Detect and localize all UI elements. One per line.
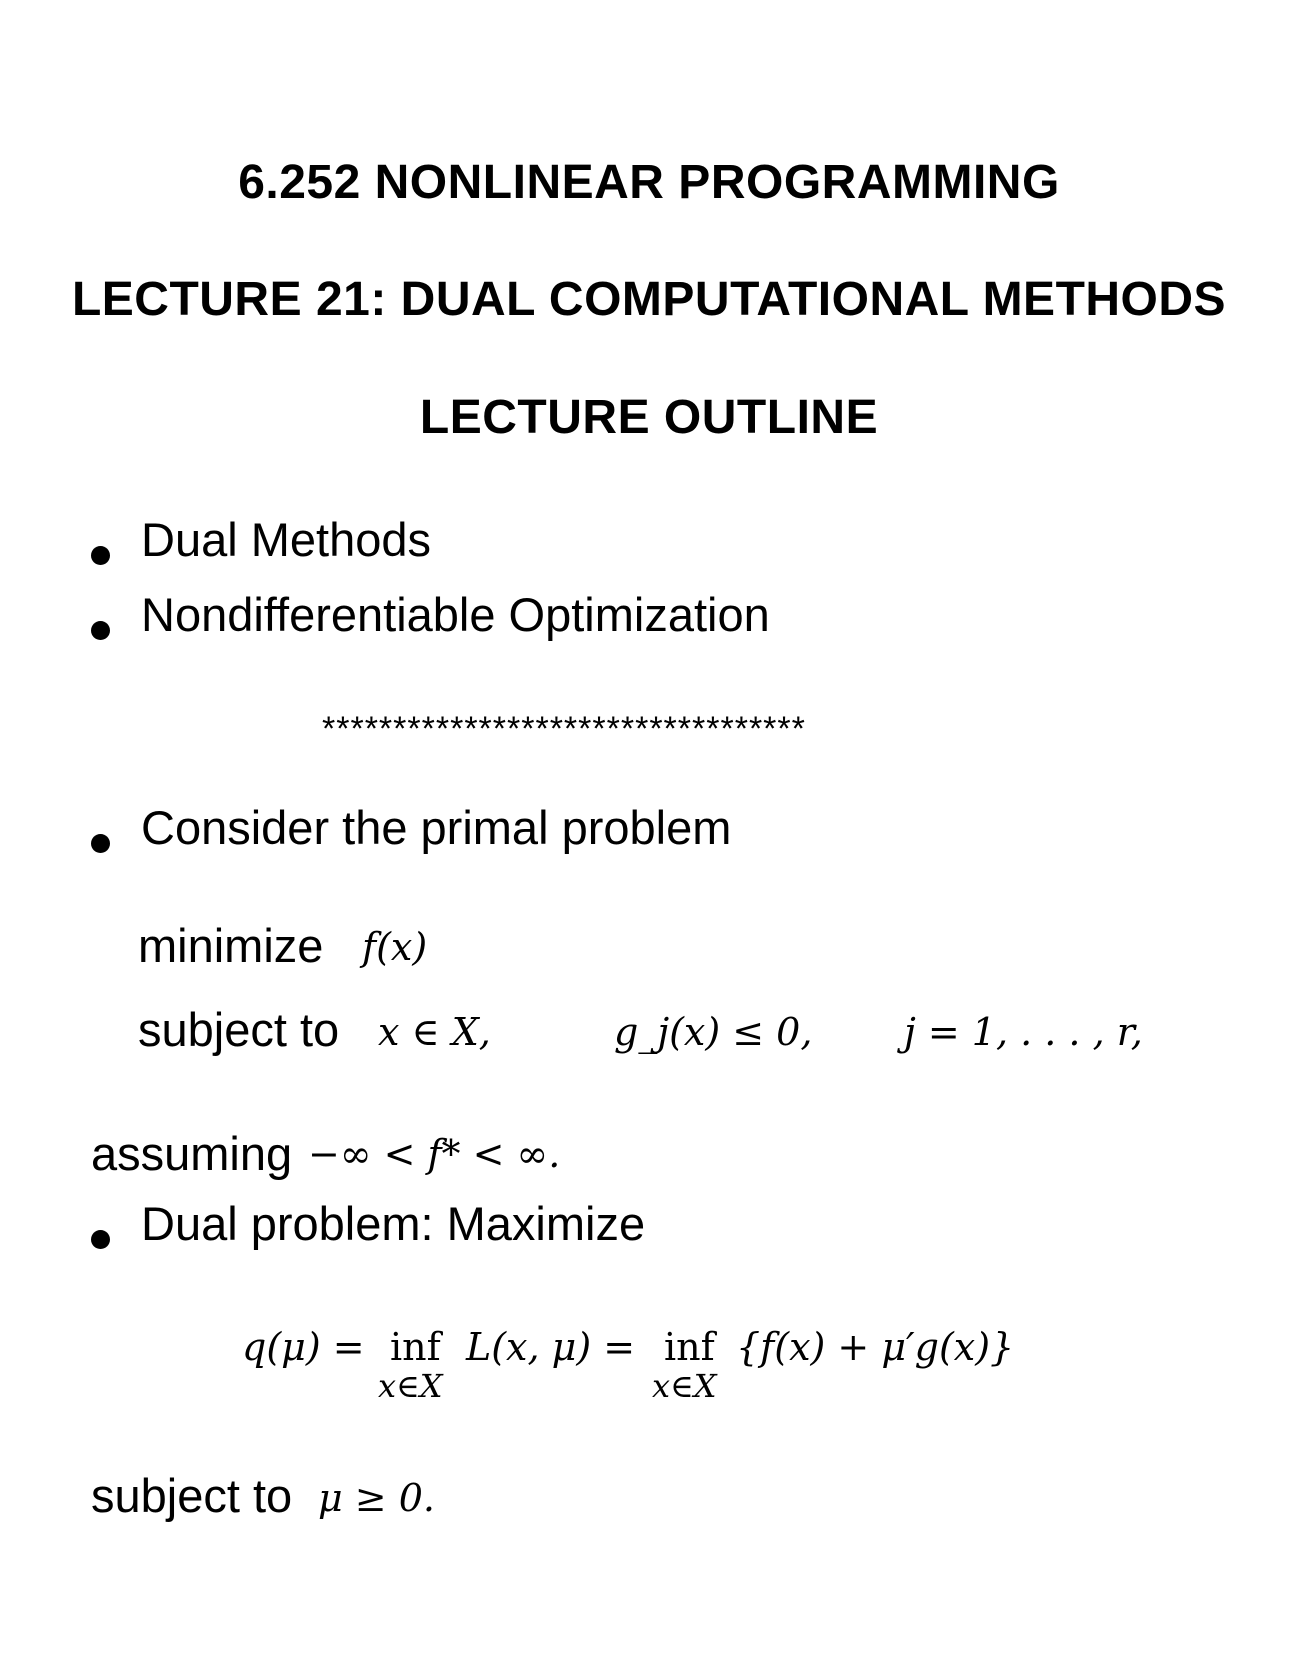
dual-problem-text: Dual problem: Maximize bbox=[141, 1197, 646, 1250]
constraint-inequality: g_j(x) ≤ 0, bbox=[614, 1010, 813, 1054]
bullet-dot bbox=[91, 621, 110, 640]
minimize-expr: f(x) bbox=[362, 925, 428, 969]
constraint-set: x ∈ X, bbox=[378, 1010, 491, 1054]
course-title: 6.252 NONLINEAR PROGRAMMING bbox=[238, 156, 1060, 209]
outline-item-nondifferentiable: Nondifferentiable Optimization bbox=[141, 588, 770, 641]
inf-subscript: x∈X bbox=[652, 1367, 717, 1405]
inf-operator: inf bbox=[390, 1325, 441, 1369]
subject-final-label: subject to bbox=[91, 1469, 293, 1522]
dual-expr-mid: L(x, μ) = bbox=[466, 1325, 636, 1369]
inf-subscript: x∈X bbox=[378, 1367, 443, 1405]
lecture-title: LECTURE 21: DUAL COMPUTATIONAL METHODS bbox=[71, 273, 1227, 326]
consider-text: Consider the primal problem bbox=[141, 801, 732, 854]
assuming-label: assuming bbox=[91, 1127, 293, 1180]
constraint-index: j = 1, . . . , r, bbox=[904, 1010, 1143, 1054]
dual-expr-rhs: {f(x) + μ′g(x)} bbox=[736, 1325, 1015, 1369]
inf-operator: inf bbox=[664, 1325, 715, 1369]
bullet-dot bbox=[91, 834, 110, 853]
outline-item-dual-methods: Dual Methods bbox=[141, 513, 431, 566]
separator-stars: ********************************** bbox=[322, 710, 806, 748]
subject-final-expr: μ ≥ 0. bbox=[318, 1476, 435, 1520]
subject-label: subject to bbox=[138, 1003, 340, 1056]
assuming-expr: −∞ < f* < ∞. bbox=[308, 1132, 561, 1176]
bullet-dot bbox=[91, 1230, 110, 1249]
minimize-label: minimize bbox=[138, 919, 324, 972]
dual-expr-lhs: q(μ) = bbox=[242, 1325, 365, 1369]
bullet-dot bbox=[91, 546, 110, 565]
outline-heading: LECTURE OUTLINE bbox=[419, 391, 879, 444]
